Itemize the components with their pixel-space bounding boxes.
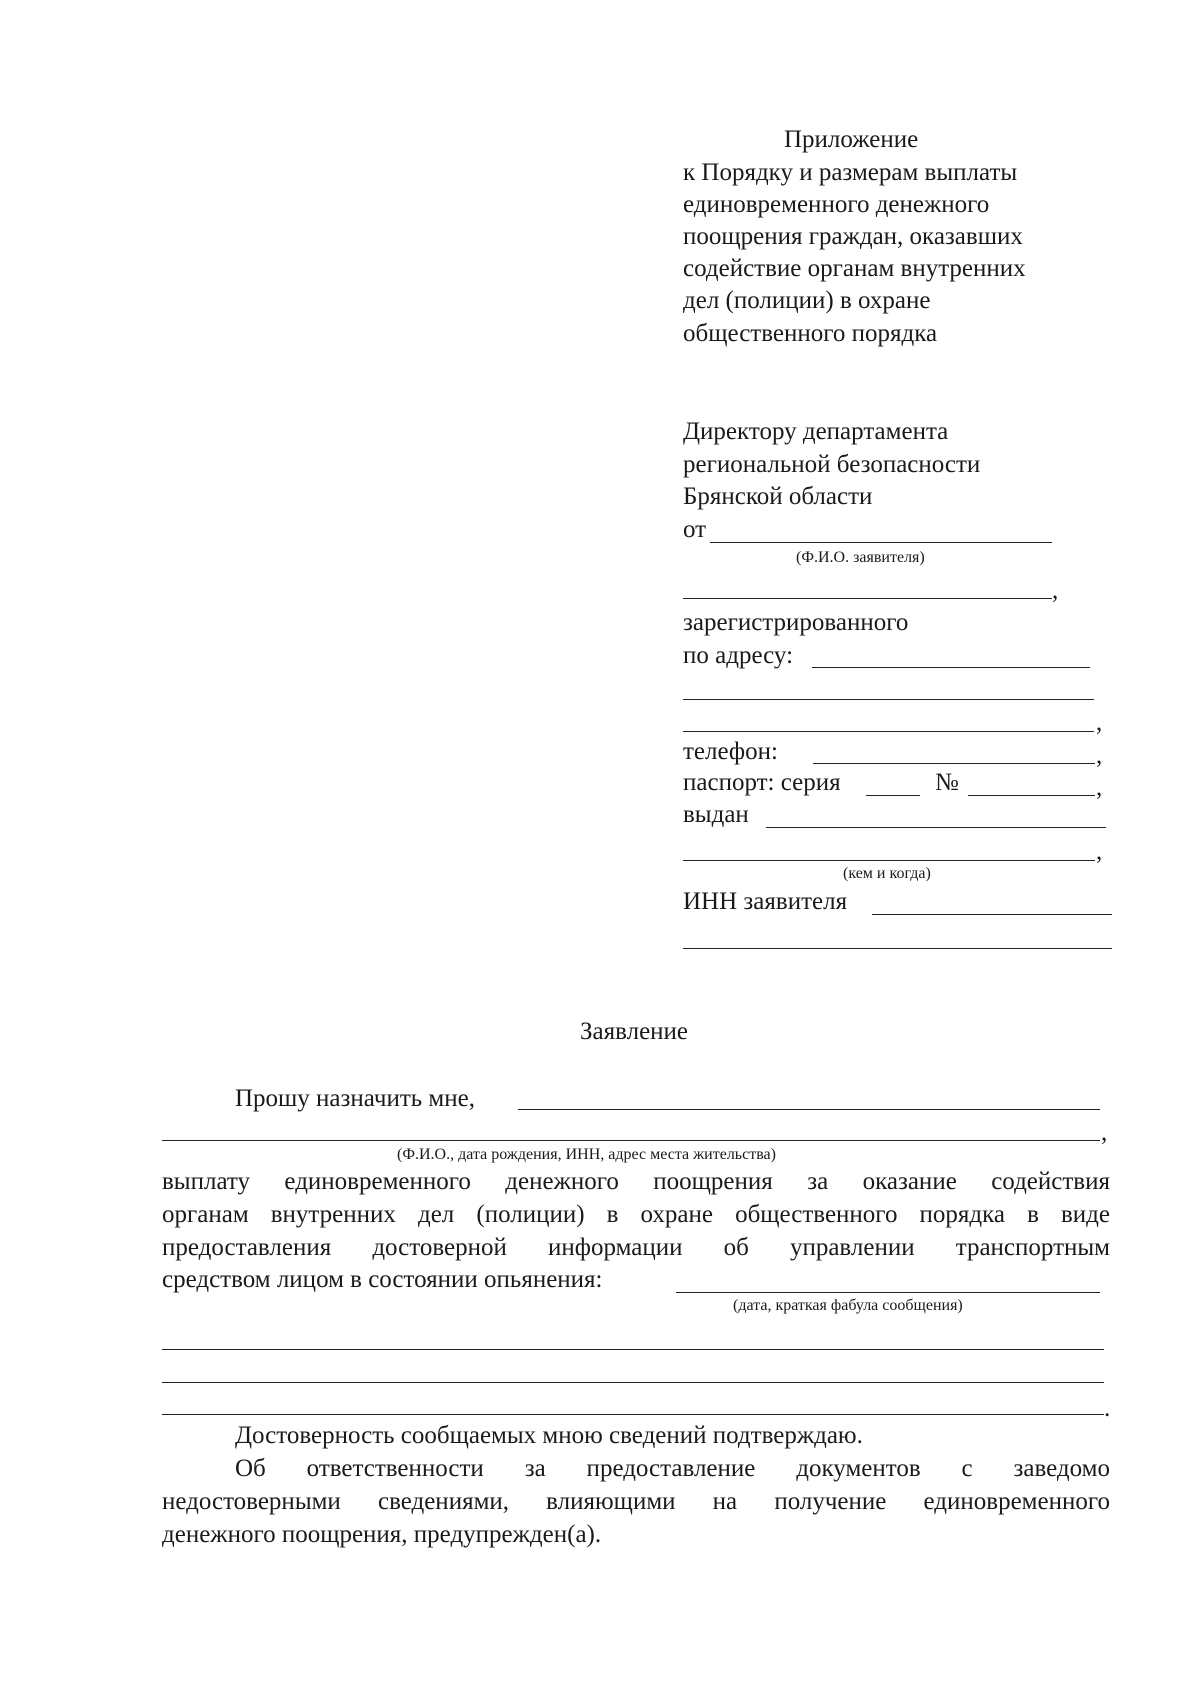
phone-label: телефон: [683,738,778,765]
addressee-line: региональной безопасности [683,451,981,478]
appendix-line: содействие органам внутренних [683,255,1026,282]
applicant-name-caption: (Ф.И.О. заявителя) [796,549,925,566]
appendix-line: единовременного денежного [683,191,990,218]
inn-label: ИНН заявителя [683,888,848,915]
addressee-line: Брянской области [683,483,873,510]
recipient-field-2[interactable] [162,1140,1100,1141]
passport-series-field[interactable] [866,795,920,796]
appendix-title: Приложение [784,126,919,153]
event-field-4[interactable] [162,1414,1104,1415]
address-field-2[interactable] [683,699,1094,700]
body-line: предоставления достоверной информации об управлении транспортным [162,1234,1110,1261]
address-label: по адресу: [683,642,794,669]
event-label: средством лицом в состоянии опьянения: [162,1266,603,1293]
comma: , [1096,742,1103,769]
event-field[interactable] [676,1292,1100,1293]
event-field-3[interactable] [162,1382,1104,1383]
from-label: от [683,516,707,543]
statement-title: Заявление [580,1018,689,1045]
issued-field-2[interactable] [683,860,1095,861]
phone-field[interactable] [813,763,1095,764]
inn-field-2[interactable] [683,948,1112,949]
inn-field[interactable] [872,914,1112,915]
applicant-name-field-2[interactable] [683,598,1052,599]
issued-caption: (кем и когда) [843,865,931,882]
appendix-line: дел (полиции) в охране [683,287,931,314]
responsibility-line: Об ответственности за предоставление документов с заведомо [235,1455,1110,1482]
comma: , [1101,1119,1108,1146]
responsibility-line: недостоверными сведениями, влияющими на получение единовременного [162,1488,1110,1515]
comma: , [1096,709,1103,736]
appendix-line: общественного порядка [683,320,938,347]
applicant-name-field[interactable] [710,542,1052,543]
comma: , [1096,774,1103,801]
responsibility-line: денежного поощрения, предупрежден(а). [162,1521,602,1548]
number-sign: № [935,769,959,796]
issued-field[interactable] [766,827,1106,828]
body-line: органам внутренних дел (полиции) в охране общественного порядка в виде [162,1201,1110,1228]
body-line: выплату единовременного денежного поощрения за оказание содействия [162,1168,1110,1195]
address-field[interactable] [812,667,1090,668]
appendix-line: к Порядку и размерам выплаты [683,159,1018,186]
period: . [1104,1395,1111,1422]
recipient-field[interactable] [518,1109,1100,1110]
comma: , [1052,577,1059,604]
passport-number-field[interactable] [968,795,1095,796]
appendix-line: поощрения граждан, оказавших [683,223,1023,250]
address-field-3[interactable] [683,731,1094,732]
issued-label: выдан [683,801,749,828]
passport-label: паспорт: серия [683,769,841,796]
comma: , [1096,838,1103,865]
event-field-2[interactable] [162,1349,1104,1350]
addressee-line: Директору департамента [683,418,949,445]
registered-label: зарегистрированного [683,609,909,636]
confirmation-text: Достоверность сообщаемых мною сведений подтверждаю. [235,1422,863,1449]
request-label: Прошу назначить мне, [235,1085,475,1112]
event-caption: (дата, краткая фабула сообщения) [733,1297,963,1314]
person-caption: (Ф.И.О., дата рождения, ИНН, адрес места жительства) [397,1146,776,1163]
